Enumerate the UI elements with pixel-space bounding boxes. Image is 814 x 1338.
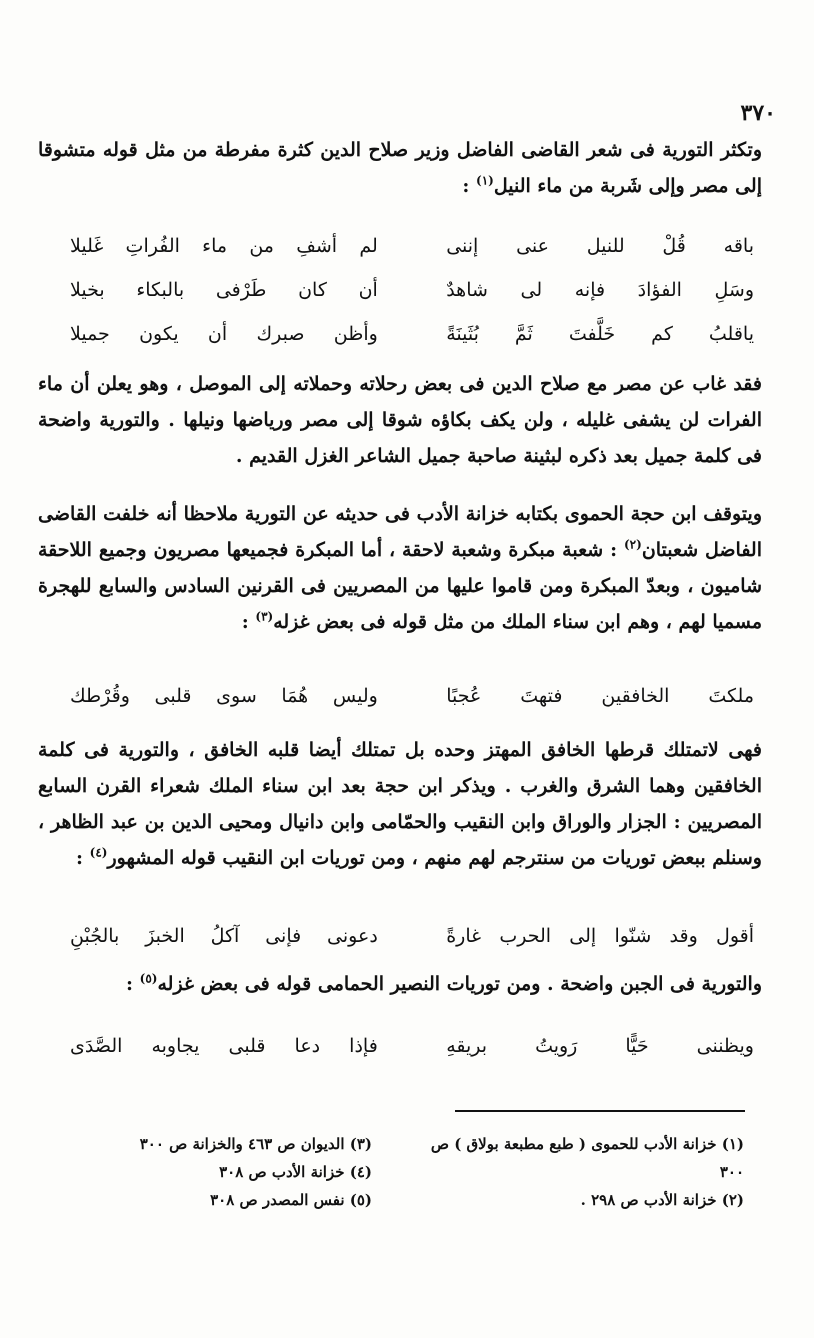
poem1-verse-3-second-hemistich: وأظن صبرك أن يكون جميلا — [70, 323, 378, 345]
footnote-3: (٣) الديوان ص ٤٦٣ والخزانة ص ٣٠٠ — [139, 1135, 372, 1153]
poem1-verse-1-second-hemistich: لم أشفِ من ماء الفُراتِ غَليلا — [70, 235, 378, 257]
poem3-verse — [70, 916, 754, 956]
poem2-verse — [70, 676, 754, 716]
footnote-ref-2: (٢) — [623, 537, 642, 552]
poem3-first-hemistich: أقول وقد شنّوا إلى الحرب غارةً — [446, 925, 754, 947]
paragraph-3 — [38, 496, 762, 640]
poem1-verse-1 — [70, 226, 754, 266]
paragraph-5-tail: : — [126, 973, 140, 995]
intro-paragraph — [38, 132, 762, 204]
poem1-verse-2 — [70, 270, 754, 310]
footnote-5: (٥) نفس المصدر ص ٣٠٨ — [210, 1191, 372, 1209]
paragraph-4 — [38, 732, 762, 876]
paragraph-4-tail: : — [76, 847, 90, 869]
poem1-verse-2-first-hemistich: وسَلِ الفؤادَ فإنه لى شاهدٌ — [446, 279, 754, 301]
page-number: ٣٧٠ — [740, 100, 776, 126]
paragraph-5 — [38, 966, 762, 1002]
footnote-1-continued: ٣٠٠ — [719, 1163, 744, 1181]
footnote-2: (٢) خزانة الأدب ص ٢٩٨ . — [580, 1191, 744, 1209]
footnote-ref-5: (٥) — [139, 971, 158, 986]
footnote-ref-3: (٣) — [255, 609, 274, 624]
paragraph-4-text: فهى لاتمتلك قرطها الخافق المهتز وحده بل تمتلك أيضا قلبه الخافق ، والتورية فى كلمة الخافقين وهما الشرق والغرب . ويذكر ابن حجة بعد ابن سناء الملك شعراء القرن السابع المصريين : الجزار والوراق وابن النقيب والحمّامى وابن دانيال ومحيى الدين بن عبد الظاهر ، وسنلم ببعض توريات من سنترجم لهم منهم ، ومن توريات ابن النقيب قوله المشهور — [38, 739, 762, 869]
poem4-verse — [70, 1026, 754, 1066]
poem1-verse-2-second-hemistich: أن كان طَرْفى بالبكاء بخيلا — [70, 279, 378, 301]
paragraph-3-tail: : — [241, 611, 256, 633]
paragraph-3-text-b: : شعبة مبكرة وشعبة لاحقة ، أما المبكرة فجميعها مصريون وجميع اللاحقة شاميون ، وبعدّ المبكرة ومن قاموا عليها من المصريين فى القرنين السادس والسابع للهجرة مسميا لهم ، وهم ابن سناء الملك من مثل قوله فى بعض غزله — [38, 539, 762, 633]
footnotes-left-column — [72, 1130, 372, 1214]
intro-text: وتكثر التورية فى شعر القاضى الفاضل وزير صلاح الدين كثرة مفرطة من مثل قوله متشوقا إلى مصر وإلى شَربة من ماء النيل — [38, 139, 762, 197]
poem2-second-hemistich: وليس هُمَا سوى قلبى وقُرْطك — [70, 685, 378, 707]
paragraph-3-text-a: ويتوقف ابن حجة الحموى بكتابه خزانة الأدب فى حديثه عن التورية ملاحظا أنه خلفت القاضى الفاضل شعبتان — [38, 503, 762, 561]
paragraph-2: فقد غاب عن مصر مع صلاح الدين فى بعض رحلاته وحملاته إلى الموصل ، وهو يعلن أن ماء الفرات لن يشفى غليله ، ولن يكف بكاؤه شوقا إلى مصر ورياضها ونيلها . والتورية واضحة فى كلمة جميل بعد ذكره لبثينة صاحبة جميل الشاعر الغزل القديم . — [38, 373, 762, 467]
intro-tail: : — [462, 175, 477, 197]
footnote-ref-4: (٤) — [89, 845, 108, 860]
footnote-4: (٤) خزانة الأدب ص ٣٠٨ — [219, 1163, 372, 1181]
poem4-second-hemistich: فإذا دعا قلبى يجاوبه الصَّدَى — [70, 1035, 378, 1057]
poem1-verse-1-first-hemistich: باقه قُلْ للنيل عنى إننى — [446, 235, 754, 257]
footnote-1: (١) خزانة الأدب للحموى ( طبع مطبعة بولاق ) ص — [430, 1135, 744, 1153]
poem1-verse-3-first-hemistich: ياقلبُ كم خَلَّفتَ ثَمَّ بُثَينَةً — [446, 323, 754, 345]
footnotes-right-column — [414, 1130, 744, 1214]
paragraph-5-text: والتورية فى الجبن واضحة . ومن توريات النصير الحمامى قوله فى بعض غزله — [157, 973, 762, 995]
poem2-first-hemistich: ملكتَ الخافقين فتهتَ عُجبًا — [446, 685, 754, 707]
footnote-divider — [455, 1110, 745, 1112]
poem3-second-hemistich: دعونى فإنى آكلُ الخبزَ بالجُبْنِ — [70, 925, 378, 947]
poem4-first-hemistich: ويظننى حَيًّا رَويتُ بريقهِ — [446, 1035, 754, 1057]
poem1-verse-3 — [70, 314, 754, 354]
footnote-ref-1: (١) — [476, 173, 494, 188]
